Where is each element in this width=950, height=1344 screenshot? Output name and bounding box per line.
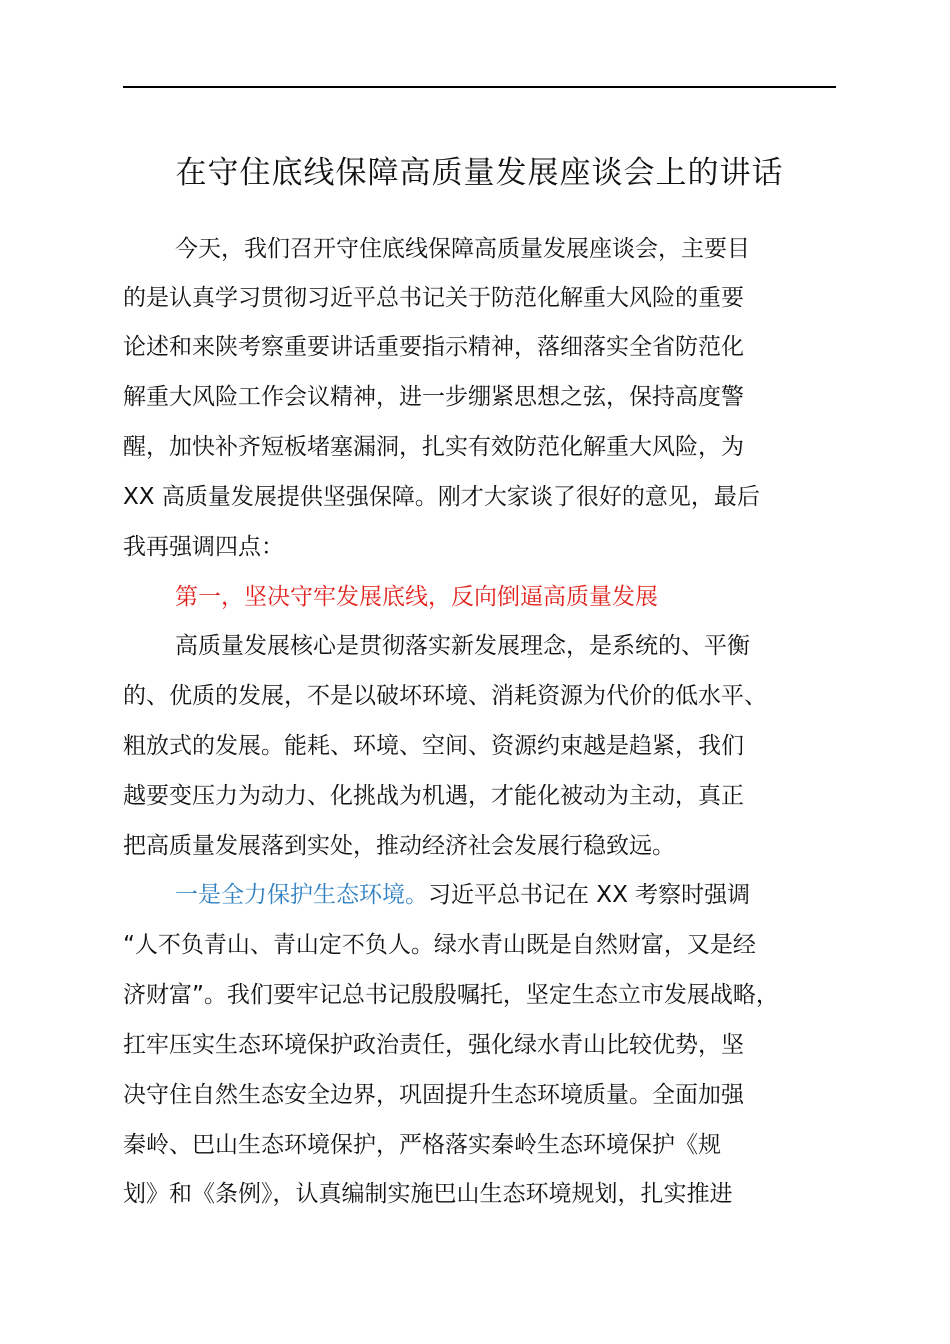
point1-first-line	[175, 871, 915, 920]
intro-line: 的是认真学习贯彻习近平总书记关于防范化解重大风险的重要	[123, 285, 744, 311]
section1-line: 的、优质的发展，不是以破坏环境、消耗资源为代价的低水平、	[123, 683, 767, 709]
point1-line: 扛牢压实生态环境保护政治责任，强化绿水青山比较优势，坚	[123, 1032, 744, 1058]
point1-line: “人不负青山、青山定不负人。绿水青山既是自然财富，又是经	[123, 932, 756, 958]
section1-line: 越要变压力为动力、化挑战为机遇，才能化被动为主动，真正	[123, 783, 744, 809]
section-heading-1: 第一，坚决守牢发展底线，反向倒逼高质量发展	[175, 584, 658, 610]
intro-line: 今天，我们召开守住底线保障高质量发展座谈会，主要目	[175, 236, 750, 262]
intro-line: 醒，加快补齐短板堵塞漏洞，扎实有效防范化解重大风险，为	[123, 434, 744, 460]
point1-line: 济财富”。我们要牢记总书记殷殷嘱托，坚定生态立市发展战略，	[123, 982, 779, 1008]
intro-line: 我再强调四点：	[123, 534, 284, 560]
intro-line: 解重大风险工作会议精神，进一步绷紧思想之弦，保持高度警	[123, 384, 744, 410]
header-rule	[123, 86, 836, 88]
section1-line: 把高质量发展落到实处，推动经济社会发展行稳致远。	[123, 833, 675, 859]
intro-line: XX 高质量发展提供坚强保障。刚才大家谈了很好的意见，最后	[123, 484, 760, 510]
point1-first-rest: 习近平总书记在 XX 考察时强调	[428, 882, 751, 908]
section1-line: 粗放式的发展。能耗、环境、空间、资源约束越是趋紧，我们	[123, 733, 744, 759]
point1-line: 划》和《条例》，认真编制实施巴山生态环境规划，扎实推进	[123, 1181, 733, 1207]
point1-lead: 一是全力保护生态环境。	[175, 882, 428, 908]
point1-line: 决守住自然生态安全边界，巩固提升生态环境质量。全面加强	[123, 1082, 744, 1108]
section1-line: 高质量发展核心是贯彻落实新发展理念，是系统的、平衡	[175, 633, 750, 659]
page-title: 在守住底线保障高质量发展座谈会上的讲话	[175, 155, 784, 191]
point1-line: 秦岭、巴山生态环境保护，严格落实秦岭生态环境保护《规	[123, 1132, 721, 1158]
intro-line: 论述和来陕考察重要讲话重要指示精神，落细落实全省防范化	[123, 334, 744, 360]
